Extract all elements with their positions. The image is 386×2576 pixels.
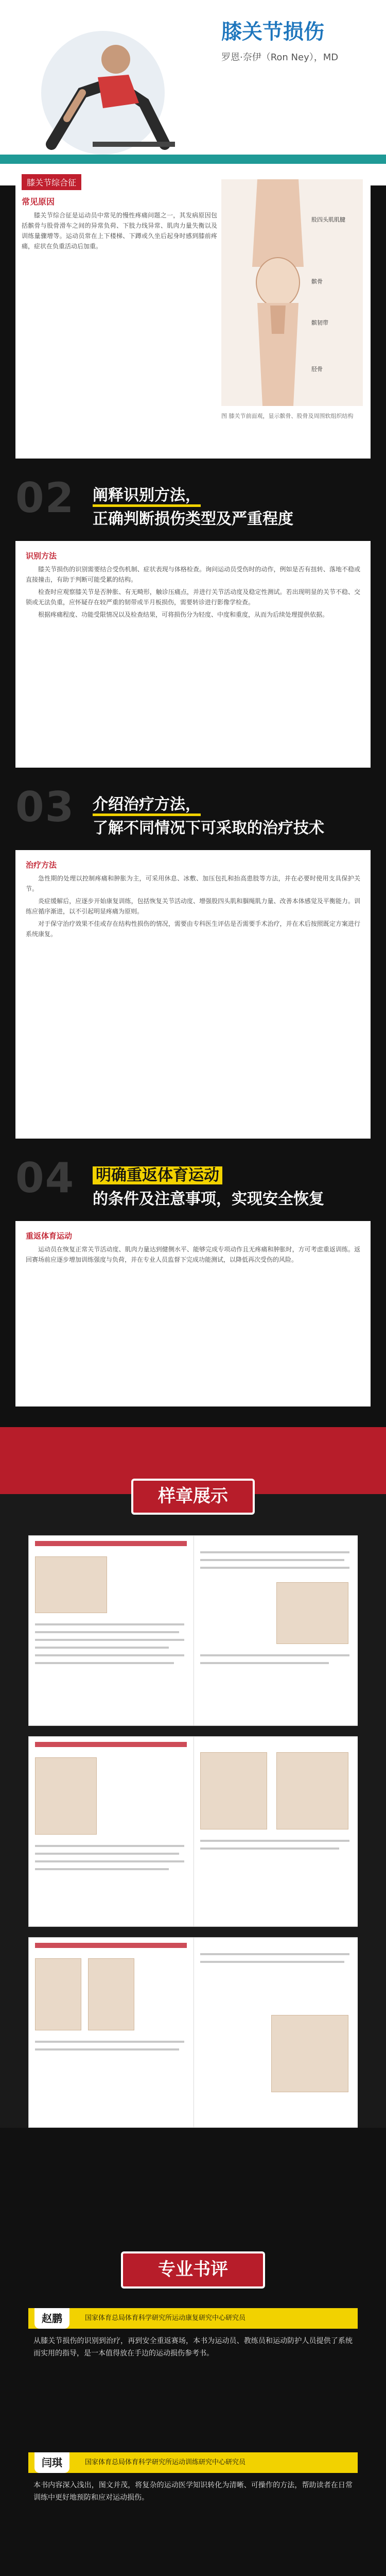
reviewer-name: 赵鹏 [34, 2308, 69, 2329]
section2-para-2: 根据疼痛程度、功能受限情况以及检查结果，可将损伤分为轻度、中度和重度，从而为后续处理提供依据。 [38, 611, 329, 618]
section1-subtitle: 常见原因 [22, 197, 55, 207]
sample-text-line [200, 1848, 339, 1850]
review-header [28, 2308, 358, 2329]
sample-text-line [35, 1868, 169, 1870]
teal-band [0, 155, 386, 164]
sample-figure [276, 1752, 348, 1829]
sample-page-left [29, 1536, 193, 1725]
sample-text-line [35, 1639, 184, 1641]
banner-04-line1 [93, 1162, 222, 1185]
sample-text-line [35, 1623, 184, 1625]
sample-text-line [35, 1631, 179, 1633]
banner-04-number: 04 [15, 1154, 75, 1202]
sample-text-line [35, 1647, 169, 1649]
banner-02 [15, 469, 371, 536]
banner-03 [15, 778, 371, 845]
banner-02-line2: 正确判断损伤类型及严重程度 [93, 510, 293, 528]
section1-tag: 膝关节综合征 [22, 174, 81, 190]
sample-text-line [200, 1840, 349, 1842]
sample-figure [35, 1556, 107, 1613]
samples-title: 样章展示 [131, 1479, 255, 1515]
sample-spread [28, 1736, 358, 1927]
knee-anatomy-icon [221, 179, 363, 406]
knee-label-3: 胫骨 [311, 366, 323, 372]
review-card [28, 2308, 358, 2368]
sample-page-header [35, 1541, 187, 1546]
figure-caption: 图 膝关节前面观，显示髌骨、股骨及周围软组织结构 [221, 413, 354, 419]
sample-spread [28, 1535, 358, 1726]
section3-para-0: 急性期的处理以控制疼痛和肿胀为主，可采用休息、冰敷、加压包扎和抬高患肢等方法，并在必要时使用支具保护关节。 [26, 875, 360, 892]
sample-text-line [35, 1860, 184, 1862]
banner-03-line2: 了解不同情况下可采取的治疗技术 [93, 819, 324, 837]
sample-page-left [29, 1938, 193, 2127]
knee-label-2: 髌韧带 [311, 319, 328, 326]
sample-page-left [29, 1737, 193, 1926]
section1-text [22, 170, 217, 251]
section-return-to-sport [15, 1221, 371, 1406]
review-text: 从膝关节损伤的识别到治疗，再到安全重返赛场，本书为运动员、教练员和运动防护人员提供了系统而实用的指导，是一本值得放在手边的运动损伤参考书。 [33, 2337, 353, 2358]
sample-page-right [194, 1536, 358, 1725]
sample-text-line [35, 2041, 184, 2043]
sample-text-line [200, 1953, 349, 1955]
review-card [28, 2452, 358, 2512]
sample-page-right [194, 1737, 358, 1926]
sample-figure [200, 1752, 267, 1829]
sample-figure [88, 1958, 134, 2030]
sample-text-line [35, 1654, 184, 1656]
section3-para-1: 炎症缓解后，应逐步开始康复训练，包括恢复关节活动度、增强股四头肌和腘绳肌力量、改善本体感觉及平衡能力。训练应循序渐进，以不引起明显疼痛为原则。 [26, 897, 360, 915]
page-title: 膝关节损伤 [221, 20, 324, 44]
reviewer-role: 国家体育总局体育科学研究所运动康复研究中心研究员 [85, 2314, 246, 2322]
reviews-title: 专业书评 [121, 2251, 265, 2289]
sample-text-line [200, 1567, 349, 1569]
sample-text-line [200, 1654, 349, 1656]
sample-text-line [200, 1559, 344, 1561]
sample-page-header [35, 1943, 187, 1948]
sample-figure [35, 1958, 81, 2030]
review-header [28, 2452, 358, 2473]
section2-para-0: 膝关节损伤的识别需要结合受伤机制、症状表现与体格检查。询问运动员受伤时的动作，例如是否有扭转、落地不稳或直接撞击，有助于判断可能受累的结构。 [26, 566, 360, 583]
reviewer-name: 闫琪 [34, 2452, 69, 2473]
section3-subtitle: 治疗方法 [26, 860, 57, 870]
banner-02-line1-text: 阐释识别方法， [93, 486, 201, 507]
section2-subtitle: 识别方法 [26, 551, 57, 561]
section-knee-syndrome [15, 170, 371, 459]
sample-figure [276, 1582, 348, 1644]
section2-para-1: 检查时应观察膝关节是否肿胀、有无畸形，触诊压痛点，并进行关节活动度及稳定性测试。若出现明显的关节不稳、交锁或无法负重，应怀疑存在较严重的韧带或半月板损伤，需要转诊进行影像学检查。 [26, 588, 360, 606]
author: 罗恩·奈伊（Ron Ney），MD [221, 52, 339, 63]
section-identification [15, 541, 371, 768]
title-block [221, 15, 371, 63]
banner-04-line2: 的条件及注意事项，实现安全恢复 [93, 1190, 324, 1208]
sample-text-line [200, 1961, 344, 1963]
sample-text-line [200, 1662, 329, 1664]
sample-page-header [35, 1742, 187, 1747]
banner-03-line1-text: 介绍治疗方法， [93, 795, 201, 816]
knee-label-0: 股四头肌肌腱 [311, 216, 345, 223]
section4-subtitle: 重返体育运动 [26, 1231, 73, 1241]
sample-text-line [35, 1845, 184, 1847]
reviewer-role: 国家体育总局体育科学研究所运动训练研究中心研究员 [85, 2459, 246, 2466]
sample-text-line [35, 1662, 174, 1664]
sample-figure [271, 2015, 348, 2092]
sample-text-line [35, 2048, 179, 2050]
banner-04 [15, 1149, 371, 1216]
sample-page-right [194, 1938, 358, 2127]
section-treatment [15, 850, 371, 1139]
section4-para: 运动员在恢复正常关节活动度、肌肉力量达到健侧水平、能够完成专项动作且无疼痛和肿胀时，方可考虑重返训练。返回赛场前应逐步增加训练强度与负荷，并在专业人员监督下完成功能测试，以降低再次受伤的风险。 [26, 1246, 360, 1263]
knee-label-1: 髌骨 [311, 278, 323, 285]
athlete-illustration [21, 15, 196, 175]
section3-para-2: 对于保守治疗效果不佳或存在结构性损伤的情况，需要由专科医生评估是否需要手术治疗，并在术后按照既定方案进行系统康复。 [26, 920, 360, 938]
review-text: 本书内容深入浅出，图文并茂，将复杂的运动医学知识转化为清晰、可操作的方法，帮助读者在日常训练中更好地预防和应对运动损伤。 [33, 2481, 353, 2502]
banner-03-number: 03 [15, 783, 75, 831]
banner-04-line1-text: 明确重返体育运动 [93, 1166, 222, 1184]
sample-figure [35, 1757, 97, 1835]
section1-para: 膝关节综合征是运动员中常见的慢性疼痛问题之一，其发病原因包括髌骨与股骨滑车之间的异常负荷、下肢力线异常、肌肉力量失衡以及训练量骤增等。运动员常在上下楼梯、下蹲或久坐后起身时感到膝前疼痛，症状在负重活动后加重。 [22, 212, 217, 250]
sample-text-line [35, 1853, 179, 1855]
sample-spread [28, 1937, 358, 2128]
banner-02-number: 02 [15, 474, 75, 522]
knee-anatomy-figure [221, 179, 363, 406]
banner-03-line1 [93, 791, 201, 814]
banner-02-line1 [93, 482, 201, 505]
sample-text-line [200, 1551, 349, 1553]
